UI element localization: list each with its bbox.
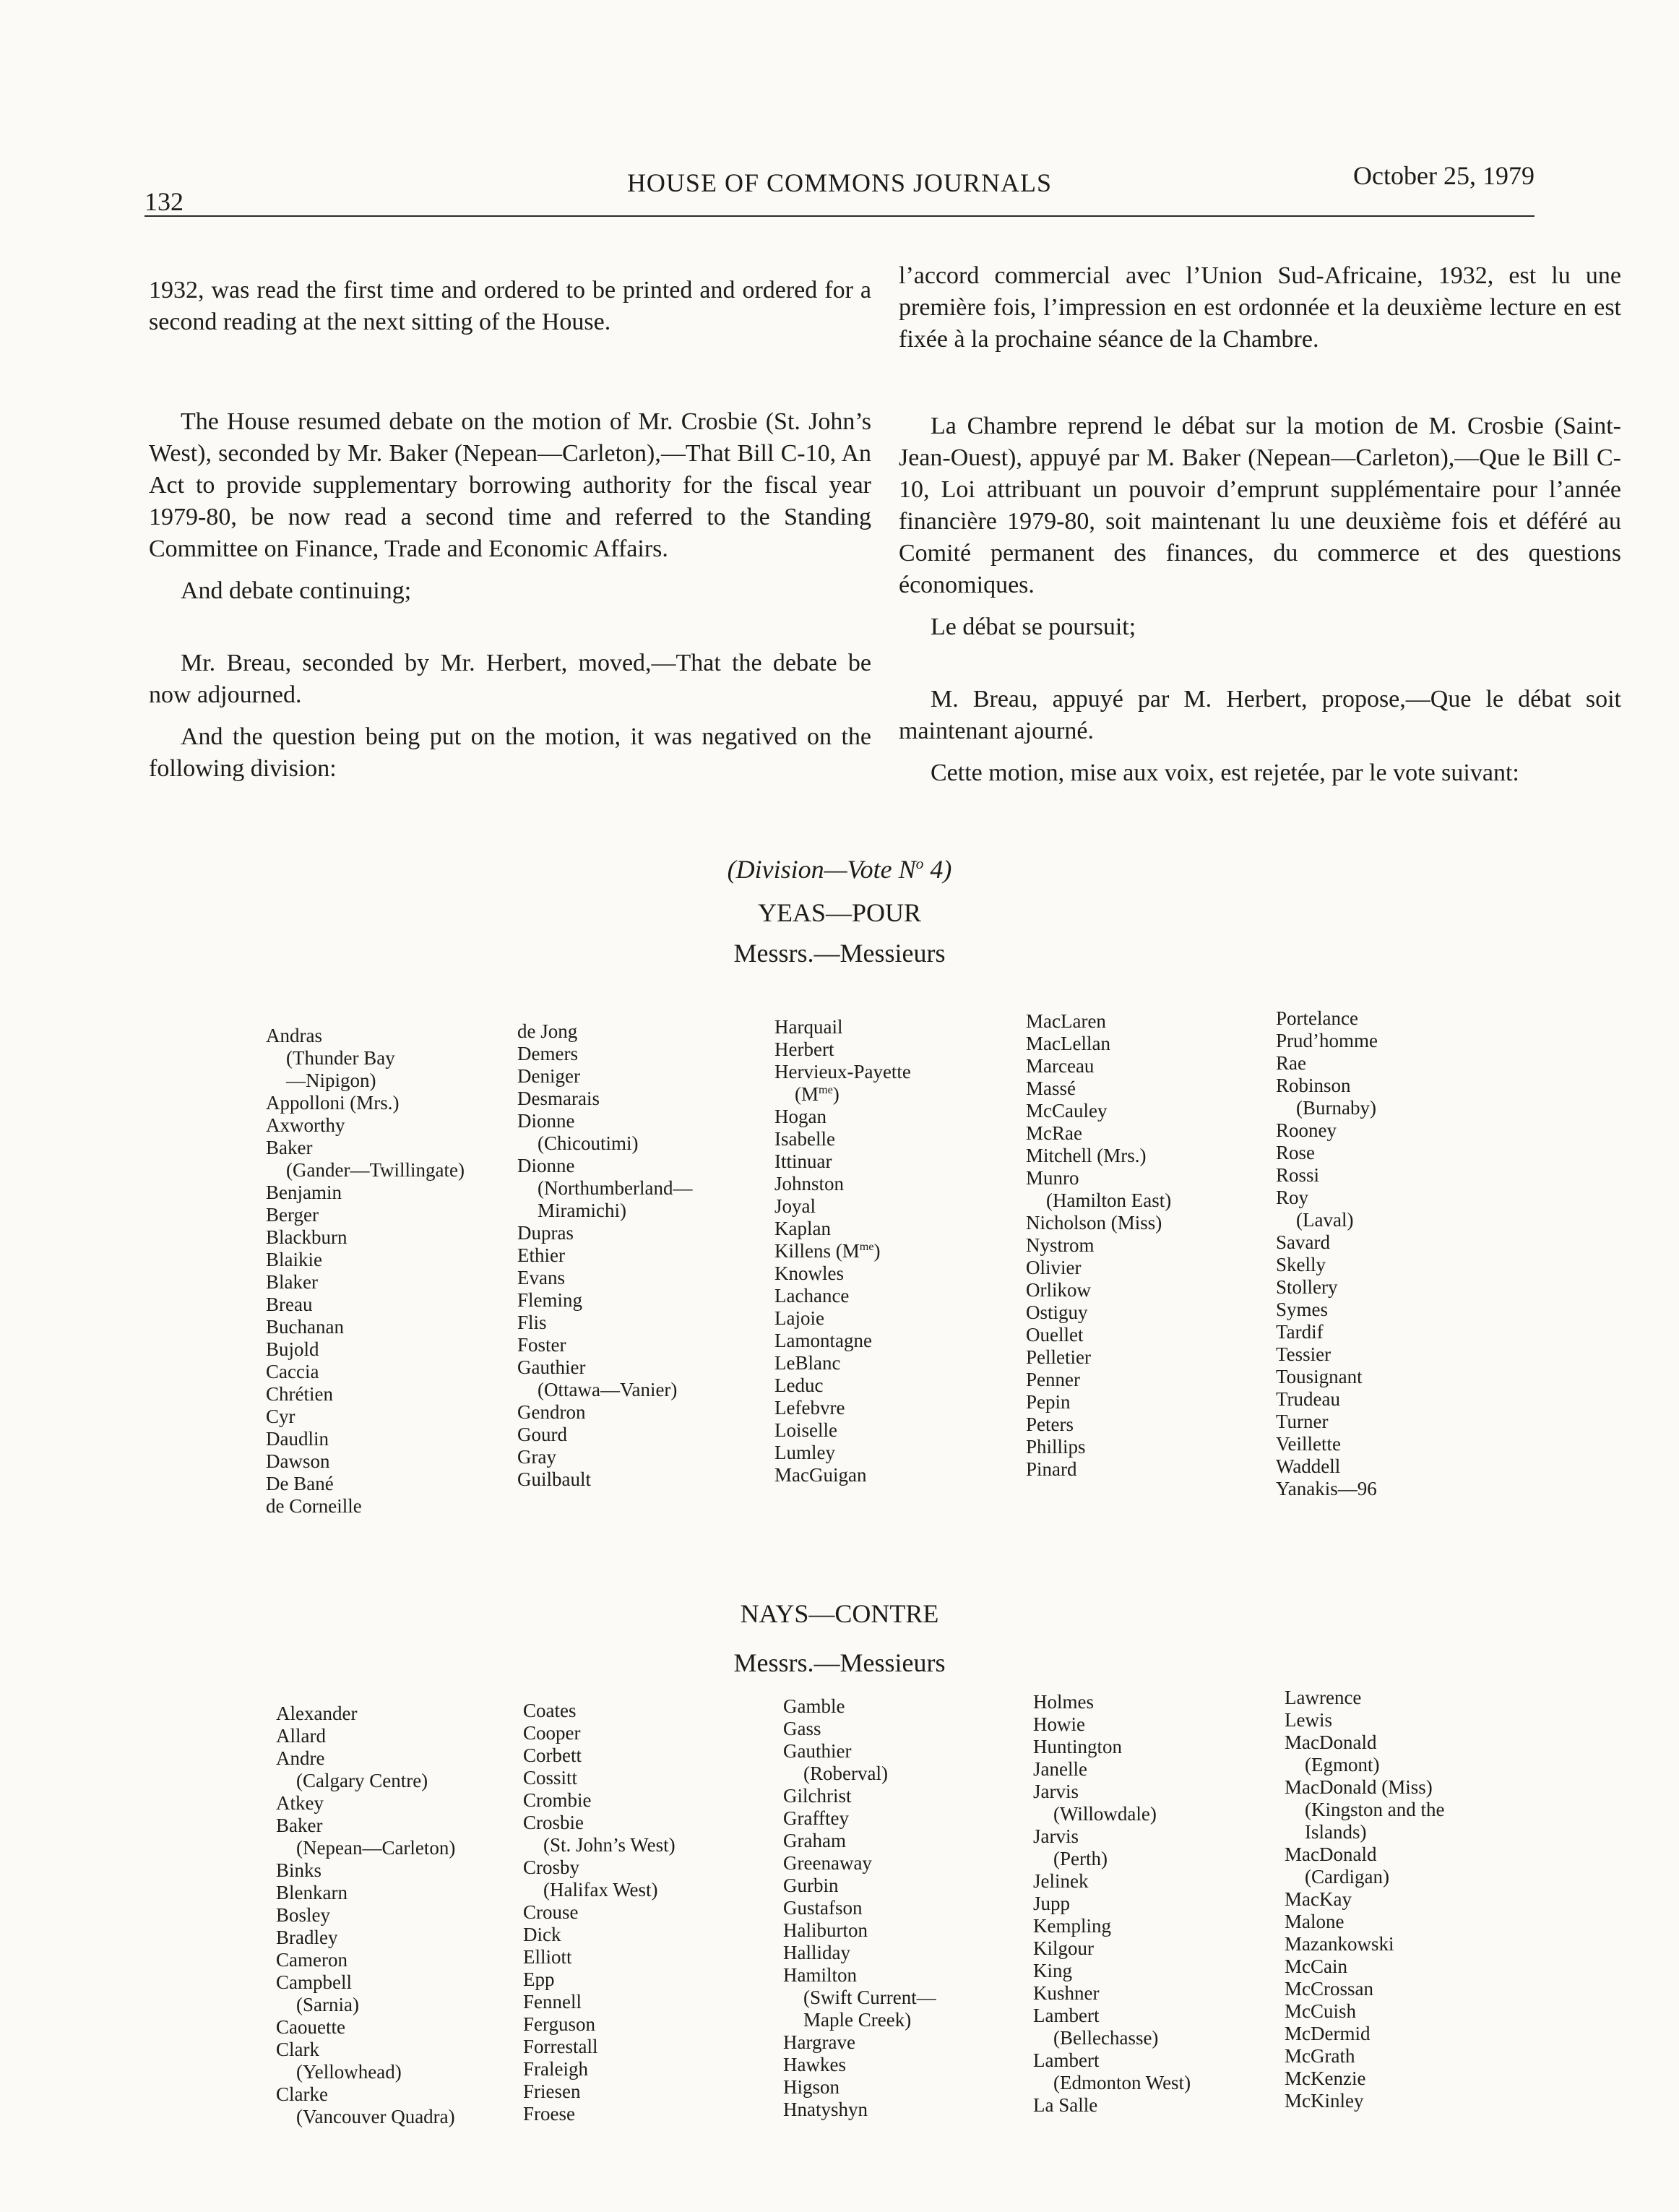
member-name: (Kingston and the: [1305, 1799, 1445, 1820]
yeas-column-4: [1026, 1010, 1171, 1481]
member-name: Mazankowski: [1285, 1933, 1394, 1955]
member-name: Robinson: [1276, 1075, 1351, 1096]
member-name: Turner: [1276, 1411, 1329, 1432]
member-name: McKinley: [1285, 2090, 1364, 2112]
member-name: McCuish: [1285, 2000, 1357, 2022]
member-name: Trudeau: [1276, 1388, 1341, 1410]
member-name: Howie: [1033, 1713, 1085, 1735]
member-name: Jelinek: [1033, 1870, 1089, 1892]
member-name: Roy: [1276, 1187, 1309, 1208]
member-name: Crosby: [523, 1856, 580, 1878]
nays-column-2: [523, 1700, 676, 2125]
member-name: Islands): [1305, 1821, 1367, 1843]
member-name: $(M^{me})$: [795, 1083, 840, 1105]
member-name: de Jong: [517, 1020, 578, 1042]
member-name: Lewis: [1285, 1709, 1332, 1731]
member-name: Janelle: [1033, 1758, 1087, 1780]
member-name: Haliburton: [783, 1919, 868, 1941]
member-name: Marceau: [1026, 1055, 1095, 1077]
member-name: (St. John’s West): [543, 1834, 676, 1856]
member-name: Clark: [276, 2039, 319, 2060]
english-paragraph-2: The House resumed debate on the motion of Mr. Crosbie (St. John’s West), seconded by Mr. Baker (Nepean—Carleton),—That Bill C-10, An Act to provide supplementary borrowing authority for the fiscal year 1979-80, be now read a second time and referred to the Standing Committee on Finance, Trade and Economic Affairs.: [149, 408, 871, 562]
french-paragraph-5: Cette motion, mise aux voix, est rejetée, par le vote suivant:: [931, 759, 1519, 786]
member-name: McCrossan: [1285, 1978, 1373, 2000]
member-name: Greenaway: [783, 1852, 872, 1874]
member-name: Forrestall: [523, 2036, 598, 2057]
member-name: Symes: [1276, 1299, 1329, 1320]
member-name: Berger: [266, 1204, 319, 1226]
member-name: Savard: [1276, 1231, 1330, 1253]
yeas-heading: YEAS—POUR: [757, 898, 922, 927]
member-name: (Vancouver Quadra): [296, 2106, 455, 2127]
member-name: Jupp: [1033, 1893, 1071, 1914]
member-name: Hargrave: [783, 2031, 855, 2053]
member-name: Mitchell (Mrs.): [1026, 1145, 1147, 1166]
member-name: Nicholson (Miss): [1026, 1212, 1162, 1234]
member-name: Kaplan: [774, 1218, 831, 1239]
member-name: Veillette: [1276, 1433, 1341, 1455]
member-name: (Cardigan): [1305, 1866, 1389, 1888]
member-name: Gauthier: [783, 1740, 852, 1762]
member-name: Friesen: [523, 2080, 581, 2102]
member-name: McCauley: [1026, 1100, 1108, 1122]
member-name: Gray: [517, 1446, 556, 1468]
member-name: —Nipigon): [286, 1070, 376, 1091]
member-name: McGrath: [1285, 2045, 1355, 2067]
member-name: Foster: [517, 1334, 566, 1356]
member-name: (Ottawa—Vanier): [538, 1379, 678, 1400]
member-name: Alexander: [276, 1703, 358, 1724]
member-name: Daudlin: [266, 1428, 329, 1450]
journal-title: HOUSE OF COMMONS JOURNALS: [626, 168, 1053, 197]
member-name: (Bellechasse): [1053, 2027, 1159, 2049]
member-name: Andras: [266, 1025, 322, 1046]
member-name: Massé: [1026, 1077, 1076, 1099]
member-name: Grafftey: [783, 1807, 849, 1829]
member-name: Flis: [517, 1312, 547, 1333]
member-name: MacLaren: [1026, 1010, 1106, 1032]
member-name: Yanakis—96: [1276, 1478, 1377, 1499]
member-name: Leduc: [774, 1374, 824, 1396]
member-name: Crouse: [523, 1901, 579, 1923]
member-name: Killens $(M^{me})$: [774, 1240, 881, 1262]
member-name: Appolloni (Mrs.): [266, 1092, 400, 1114]
member-name: MacLellan: [1026, 1033, 1110, 1054]
member-name: Gamble: [783, 1695, 845, 1717]
member-name: (Egmont): [1305, 1754, 1380, 1776]
member-name: Fennell: [523, 1991, 582, 2013]
member-name: Miramichi): [538, 1200, 626, 1221]
member-name: MacDonald: [1285, 1731, 1377, 1753]
member-name: Munro: [1026, 1167, 1079, 1189]
member-name: Breau: [266, 1294, 313, 1315]
english-paragraph-5: And the question being put on the motion, it was negatived on the following division:: [149, 723, 871, 782]
yeas-column-3: [774, 1016, 911, 1486]
yeas-column-1: [266, 1025, 465, 1518]
english-column: [149, 275, 871, 795]
member-name: Peters: [1026, 1413, 1074, 1435]
member-name: Allard: [276, 1725, 326, 1747]
member-name: Fraleigh: [523, 2058, 588, 2080]
member-name: Loiselle: [774, 1419, 837, 1441]
nays-column-4: [1033, 1691, 1191, 2117]
member-name: Johnston: [774, 1173, 845, 1195]
member-name: Dionne: [517, 1155, 575, 1176]
member-name: Gendron: [517, 1401, 586, 1423]
page-header: [144, 153, 1535, 217]
member-name: Crombie: [523, 1789, 592, 1811]
member-name: Rooney: [1276, 1119, 1337, 1141]
member-name: Huntington: [1033, 1736, 1123, 1757]
member-name: Corbett: [523, 1744, 582, 1766]
member-name: de Corneille: [266, 1495, 362, 1517]
member-name: Bujold: [266, 1338, 319, 1360]
member-name: Guilbault: [517, 1468, 591, 1490]
member-name: Tousignant: [1276, 1366, 1363, 1387]
english-paragraph-1: 1932, was read the first time and ordered to be printed and ordered for a second reading at the next sitting of the House.: [149, 277, 871, 335]
member-name: Skelly: [1276, 1254, 1326, 1275]
member-name: Cameron: [276, 1949, 348, 1971]
member-name: (Swift Current—: [803, 1987, 936, 2008]
member-name: De Bané: [266, 1473, 334, 1494]
member-name: Herbert: [774, 1038, 834, 1060]
member-name: Portelance: [1276, 1007, 1358, 1029]
member-name: (Halifax West): [543, 1879, 658, 1901]
member-name: Baker: [266, 1137, 313, 1158]
member-name: Coates: [523, 1700, 577, 1721]
member-name: Andre: [276, 1747, 325, 1769]
member-name: Holmes: [1033, 1691, 1094, 1713]
member-name: Maple Creek): [803, 2009, 912, 2031]
member-name: Isabelle: [774, 1128, 835, 1150]
member-name: Buchanan: [266, 1316, 344, 1338]
member-name: Epp: [523, 1968, 555, 1990]
member-name: MacGuigan: [774, 1464, 867, 1486]
member-name: MacKay: [1285, 1888, 1352, 1910]
member-name: Elliott: [523, 1946, 572, 1968]
member-name: Gilchrist: [783, 1785, 852, 1807]
member-name: Ethier: [517, 1244, 565, 1266]
member-name: Demers: [517, 1043, 578, 1064]
member-name: (Thunder Bay: [286, 1047, 395, 1069]
member-name: Lawrence: [1285, 1687, 1362, 1708]
member-name: (Sarnia): [296, 1994, 359, 2015]
nays-column-1: [276, 1703, 455, 2128]
member-name: Gass: [783, 1718, 821, 1739]
member-name: Ostiguy: [1026, 1301, 1088, 1323]
member-name: Graham: [783, 1830, 846, 1851]
member-name: McCain: [1285, 1955, 1347, 1977]
member-name: Lambert: [1033, 2005, 1100, 2026]
member-name: Nystrom: [1026, 1234, 1095, 1256]
member-name: Pelletier: [1026, 1346, 1091, 1368]
member-name: Waddell: [1276, 1455, 1341, 1477]
member-name: (Nepean—Carleton): [296, 1837, 456, 1859]
division-title: (Division—Vote $N^o$ 4): [727, 855, 952, 884]
yeas-column-5: [1276, 1007, 1378, 1500]
yeas-column-2: [517, 1020, 692, 1491]
member-name: Gourd: [517, 1424, 567, 1445]
nays-column-5: [1285, 1687, 1444, 2112]
member-name: Olivier: [1026, 1257, 1082, 1278]
member-name: Higson: [783, 2076, 840, 2098]
nays-subheading: Messrs.—Messieurs: [733, 1648, 946, 1677]
member-name: Caouette: [276, 2016, 345, 2038]
member-name: (Willowdale): [1053, 1803, 1157, 1825]
french-paragraph-2: La Chambre reprend le débat sur la motion de M. Crosbie (Saint-Jean-Ouest), appuyé par M. Baker (Nepean—Carleton),—Que le Bill C-10, Loi attribuant un pouvoir d’emprunt supplémentaire pour l’année financière 1979-80, soit maintenant lu une deuxième fois et déféré au Comité permanent des finances, du commerce et des questions économiques.: [899, 413, 1621, 598]
nays-heading: NAYS—CONTRE: [740, 1599, 939, 1628]
member-name: Dionne: [517, 1110, 575, 1132]
member-name: MacDonald: [1285, 1843, 1377, 1865]
nays-column-3: [783, 1695, 936, 2121]
english-paragraph-4: Mr. Breau, seconded by Mr. Herbert, moved,—That the debate be now adjourned.: [149, 650, 871, 708]
member-name: (Northumberland—: [538, 1177, 693, 1199]
page-number: 132: [144, 187, 184, 216]
member-name: Knowles: [774, 1262, 844, 1284]
member-name: Rae: [1276, 1052, 1306, 1074]
member-name: Hawkes: [783, 2054, 846, 2075]
member-name: Stollery: [1276, 1276, 1338, 1298]
member-name: King: [1033, 1960, 1072, 1981]
member-name: LeBlanc: [774, 1352, 841, 1374]
member-name: McRae: [1026, 1122, 1082, 1144]
member-name: Tessier: [1276, 1343, 1331, 1365]
member-name: (Chicoutimi): [538, 1132, 639, 1154]
member-name: McDermid: [1285, 2023, 1371, 2044]
member-name: McKenzie: [1285, 2067, 1366, 2089]
member-name: Rose: [1276, 1142, 1315, 1163]
member-name: Crosbie: [523, 1812, 584, 1833]
member-name: Gustafson: [783, 1897, 863, 1919]
member-name: Lachance: [774, 1285, 850, 1307]
member-name: (Yellowhead): [296, 2061, 402, 2083]
member-name: Kilgour: [1033, 1937, 1094, 1959]
member-name: Jarvis: [1033, 1781, 1079, 1802]
member-name: (Gander—Twillingate): [286, 1159, 465, 1181]
member-name: (Roberval): [803, 1763, 888, 1784]
member-name: Pepin: [1026, 1391, 1071, 1413]
member-name: Lumley: [774, 1442, 835, 1463]
member-name: Lefebvre: [774, 1397, 845, 1419]
member-name: MacDonald (Miss): [1285, 1776, 1433, 1798]
member-name: Kushner: [1033, 1982, 1100, 2004]
member-name: Dupras: [517, 1222, 574, 1244]
member-name: Blackburn: [266, 1226, 348, 1248]
member-name: Dawson: [266, 1450, 330, 1472]
member-name: Phillips: [1026, 1436, 1086, 1458]
member-name: (Burnaby): [1296, 1097, 1376, 1119]
member-name: (Laval): [1296, 1209, 1354, 1231]
member-name: Hogan: [774, 1106, 826, 1127]
member-name: Caccia: [266, 1361, 319, 1382]
member-name: Lamontagne: [774, 1330, 872, 1351]
member-name: Halliday: [783, 1942, 850, 1963]
french-paragraph-1: l’accord commercial avec l’Union Sud-Africaine, 1932, est lu une première fois, l’impression en est ordonnée et la deuxième lecture en est fixée à la prochaine séance de la Chambre.: [899, 262, 1621, 353]
member-name: Blaikie: [266, 1249, 322, 1270]
member-name: Bosley: [276, 1904, 331, 1926]
yeas-subheading: Messrs.—Messieurs: [733, 939, 946, 968]
member-name: Orlikow: [1026, 1279, 1091, 1301]
member-name: Kempling: [1033, 1915, 1111, 1937]
member-name: Ferguson: [523, 2013, 596, 2035]
member-name: Ittinuar: [774, 1150, 832, 1172]
member-name: Evans: [517, 1267, 565, 1288]
member-name: Cossitt: [523, 1767, 578, 1789]
member-name: Harquail: [774, 1016, 843, 1038]
member-name: (Perth): [1053, 1848, 1108, 1869]
member-name: Ouellet: [1026, 1324, 1084, 1346]
member-name: Deniger: [517, 1065, 580, 1087]
english-paragraph-3: And debate continuing;: [181, 577, 412, 604]
member-name: Hamilton: [783, 1964, 857, 1986]
member-name: Dick: [523, 1924, 561, 1945]
member-name: La Salle: [1033, 2094, 1098, 2116]
member-name: Gurbin: [783, 1875, 839, 1896]
member-name: (Edmonton West): [1053, 2072, 1191, 2093]
member-name: Pinard: [1026, 1458, 1077, 1480]
member-name: Atkey: [276, 1792, 324, 1814]
member-name: Blaker: [266, 1271, 318, 1293]
member-name: Axworthy: [266, 1114, 345, 1136]
member-name: Fleming: [517, 1289, 583, 1311]
member-name: (Hamilton East): [1046, 1189, 1172, 1211]
member-name: Campbell: [276, 1971, 352, 1993]
member-name: Lambert: [1033, 2049, 1100, 2071]
member-name: Rossi: [1276, 1164, 1320, 1186]
member-name: Gauthier: [517, 1356, 586, 1378]
member-name: Baker: [276, 1815, 323, 1836]
member-name: Desmarais: [517, 1088, 600, 1109]
french-paragraph-3: Le débat se poursuit;: [931, 614, 1136, 640]
member-name: Hnatyshyn: [783, 2099, 868, 2120]
page-date: October 25, 1979: [1353, 161, 1535, 190]
french-column: [899, 260, 1621, 799]
member-name: Bradley: [276, 1927, 338, 1948]
member-name: Hervieux-Payette: [774, 1061, 911, 1083]
member-name: Chrétien: [266, 1383, 333, 1405]
member-name: Benjamin: [266, 1182, 342, 1203]
member-name: Joyal: [774, 1195, 816, 1217]
member-name: Blenkarn: [276, 1882, 348, 1903]
member-name: Penner: [1026, 1369, 1080, 1390]
member-name: Clarke: [276, 2083, 328, 2105]
member-name: Prud’homme: [1276, 1030, 1378, 1051]
french-paragraph-4: M. Breau, appuyé par M. Herbert, propose,—Que le débat soit maintenant ajourné.: [899, 686, 1621, 744]
member-name: Tardif: [1276, 1321, 1324, 1343]
member-name: Malone: [1285, 1911, 1345, 1932]
member-name: Lajoie: [774, 1307, 824, 1329]
member-name: Jarvis: [1033, 1825, 1079, 1847]
member-name: Cyr: [266, 1406, 295, 1427]
member-name: Froese: [523, 2103, 575, 2125]
member-name: Binks: [276, 1859, 322, 1881]
member-name: (Calgary Centre): [296, 1770, 428, 1791]
member-name: Cooper: [523, 1722, 581, 1744]
